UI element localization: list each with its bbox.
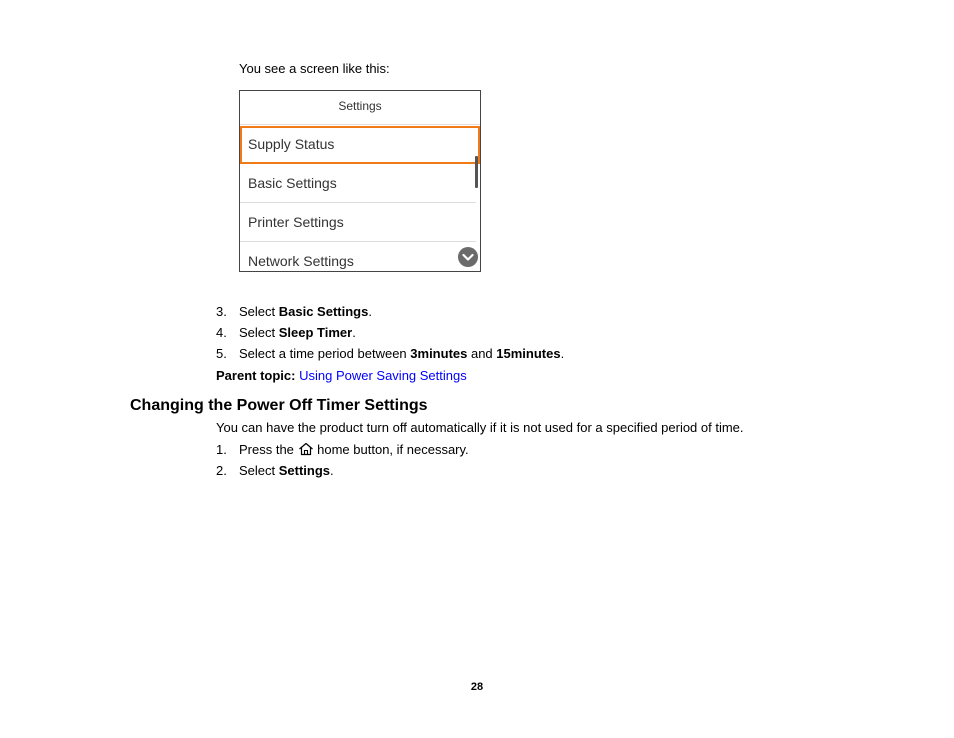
menu-item-basic-settings [240,164,476,202]
step-text: . [352,325,356,340]
step-text: Select [239,463,279,478]
step-bold: 15minutes [496,346,561,361]
list-item [239,346,564,362]
menu-item-label: Supply Status [248,136,335,152]
step-text: Select [239,325,279,340]
list-item [216,463,227,479]
list-item [239,442,469,458]
step-bold: 3minutes [410,346,468,361]
list-item [216,304,227,320]
list-item [216,346,227,362]
step-number: 4. [216,325,227,340]
list-item [216,325,227,341]
step-number: 1. [216,442,227,457]
step-text: Select [239,304,279,319]
section-heading: Changing the Power Off Timer Settings [130,397,428,414]
step-bold: Basic Settings [278,304,369,319]
chevron-down-icon [458,247,478,267]
intro-text: You see a screen like this: [239,61,390,76]
settings-screen-figure [239,90,481,272]
menu-item-supply-status [240,126,480,164]
home-icon [298,442,314,456]
step-text: . [368,304,372,319]
step-text: and [467,346,497,361]
page-number: 28 [470,681,484,693]
list-item [239,463,334,479]
menu-item-network-settings [240,242,476,280]
step-number: 5. [216,346,227,361]
parent-topic-label: Parent topic: [216,368,296,383]
menu-item-label: Basic Settings [248,175,337,191]
step-text: home button, if necessary. [313,442,469,457]
menu-item-label: Network Settings [248,253,354,269]
step-text: . [560,346,565,361]
step-number: 3. [216,304,227,319]
step-text: Select a time period between [239,346,411,361]
menu-item-printer-settings [240,203,476,241]
section-intro: You can have the product turn off automatically if it is not used for a specified period of time. [216,420,744,435]
divider [240,124,480,125]
step-text: . [330,463,334,478]
step-bold: Sleep Timer [278,325,353,340]
screen-title: Settings [338,99,382,113]
list-item [216,442,227,458]
step-text: Press the [239,442,298,457]
step-number: 2. [216,463,227,478]
scrollbar-thumb [475,156,478,188]
parent-topic-link[interactable]: Using Power Saving Settings [299,368,467,383]
step-bold: Settings [278,463,331,478]
list-item [239,325,356,341]
list-item [239,304,372,320]
menu-item-label: Printer Settings [248,214,344,230]
parent-topic [216,368,467,384]
